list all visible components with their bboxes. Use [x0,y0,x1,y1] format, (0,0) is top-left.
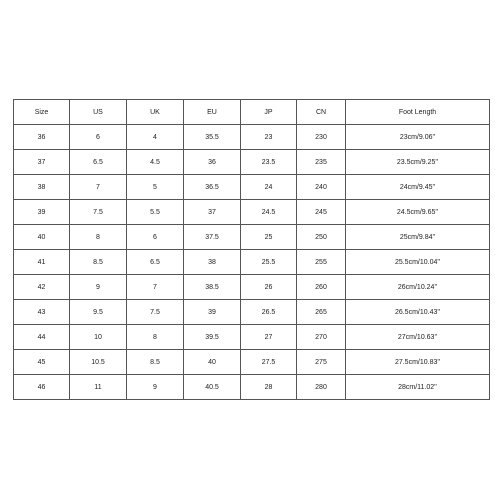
cell-foot-length: 24.5cm/9.65'' [346,200,490,225]
cell-cn: 230 [297,125,346,150]
header-uk: UK [127,100,184,125]
cell-us: 9 [70,275,127,300]
cell-foot-length: 26.5cm/10.43'' [346,300,490,325]
cell-cn: 235 [297,150,346,175]
header-eu: EU [184,100,241,125]
cell-cn: 270 [297,325,346,350]
cell-foot-length: 27.5cm/10.83'' [346,350,490,375]
cell-eu: 38.5 [184,275,241,300]
cell-cn: 245 [297,200,346,225]
cell-size: 45 [14,350,70,375]
table-row [14,200,490,225]
cell-eu: 36.5 [184,175,241,200]
cell-jp: 25.5 [241,250,297,275]
cell-size: 40 [14,225,70,250]
table-body [14,125,490,400]
table-row [14,350,490,375]
cell-foot-length: 27cm/10.63'' [346,325,490,350]
cell-cn: 240 [297,175,346,200]
cell-us: 10 [70,325,127,350]
cell-jp: 27.5 [241,350,297,375]
cell-size: 44 [14,325,70,350]
cell-eu: 36 [184,150,241,175]
cell-us: 7 [70,175,127,200]
table-row [14,275,490,300]
cell-uk: 5 [127,175,184,200]
cell-jp: 26.5 [241,300,297,325]
cell-uk: 8 [127,325,184,350]
cell-us: 8.5 [70,250,127,275]
cell-foot-length: 25cm/9.84'' [346,225,490,250]
cell-foot-length: 26cm/10.24'' [346,275,490,300]
cell-jp: 24.5 [241,200,297,225]
table-row [14,325,490,350]
table-row [14,375,490,400]
cell-jp: 25 [241,225,297,250]
size-chart-table [13,99,490,400]
cell-jp: 26 [241,275,297,300]
cell-cn: 275 [297,350,346,375]
cell-eu: 38 [184,250,241,275]
cell-size: 38 [14,175,70,200]
cell-foot-length: 25.5cm/10.04'' [346,250,490,275]
cell-eu: 40 [184,350,241,375]
cell-size: 39 [14,200,70,225]
cell-us: 7.5 [70,200,127,225]
table-row [14,300,490,325]
cell-jp: 28 [241,375,297,400]
cell-uk: 9 [127,375,184,400]
cell-jp: 23.5 [241,150,297,175]
cell-eu: 37 [184,200,241,225]
cell-size: 36 [14,125,70,150]
cell-jp: 27 [241,325,297,350]
header-row [14,100,490,125]
cell-eu: 39.5 [184,325,241,350]
cell-uk: 7.5 [127,300,184,325]
cell-cn: 250 [297,225,346,250]
header-foot-length: Foot Length [346,100,490,125]
cell-foot-length: 24cm/9.45'' [346,175,490,200]
cell-us: 6.5 [70,150,127,175]
cell-us: 8 [70,225,127,250]
cell-eu: 39 [184,300,241,325]
cell-foot-length: 23cm/9.06'' [346,125,490,150]
cell-us: 10.5 [70,350,127,375]
cell-size: 42 [14,275,70,300]
cell-foot-length: 23.5cm/9.25'' [346,150,490,175]
header-us: US [70,100,127,125]
table-row [14,175,490,200]
cell-uk: 6 [127,225,184,250]
cell-uk: 4 [127,125,184,150]
cell-size: 43 [14,300,70,325]
cell-us: 6 [70,125,127,150]
cell-uk: 4.5 [127,150,184,175]
cell-size: 41 [14,250,70,275]
cell-uk: 7 [127,275,184,300]
cell-uk: 5.5 [127,200,184,225]
table-row [14,225,490,250]
table-row [14,250,490,275]
cell-foot-length: 28cm/11.02'' [346,375,490,400]
cell-jp: 24 [241,175,297,200]
cell-eu: 37.5 [184,225,241,250]
cell-cn: 255 [297,250,346,275]
cell-cn: 265 [297,300,346,325]
cell-us: 9.5 [70,300,127,325]
cell-uk: 6.5 [127,250,184,275]
cell-jp: 23 [241,125,297,150]
cell-eu: 40.5 [184,375,241,400]
header-cn: CN [297,100,346,125]
header-size: Size [14,100,70,125]
cell-size: 37 [14,150,70,175]
cell-cn: 260 [297,275,346,300]
cell-eu: 35.5 [184,125,241,150]
cell-size: 46 [14,375,70,400]
cell-us: 11 [70,375,127,400]
header-jp: JP [241,100,297,125]
table-row [14,125,490,150]
cell-cn: 280 [297,375,346,400]
cell-uk: 8.5 [127,350,184,375]
table-row [14,150,490,175]
